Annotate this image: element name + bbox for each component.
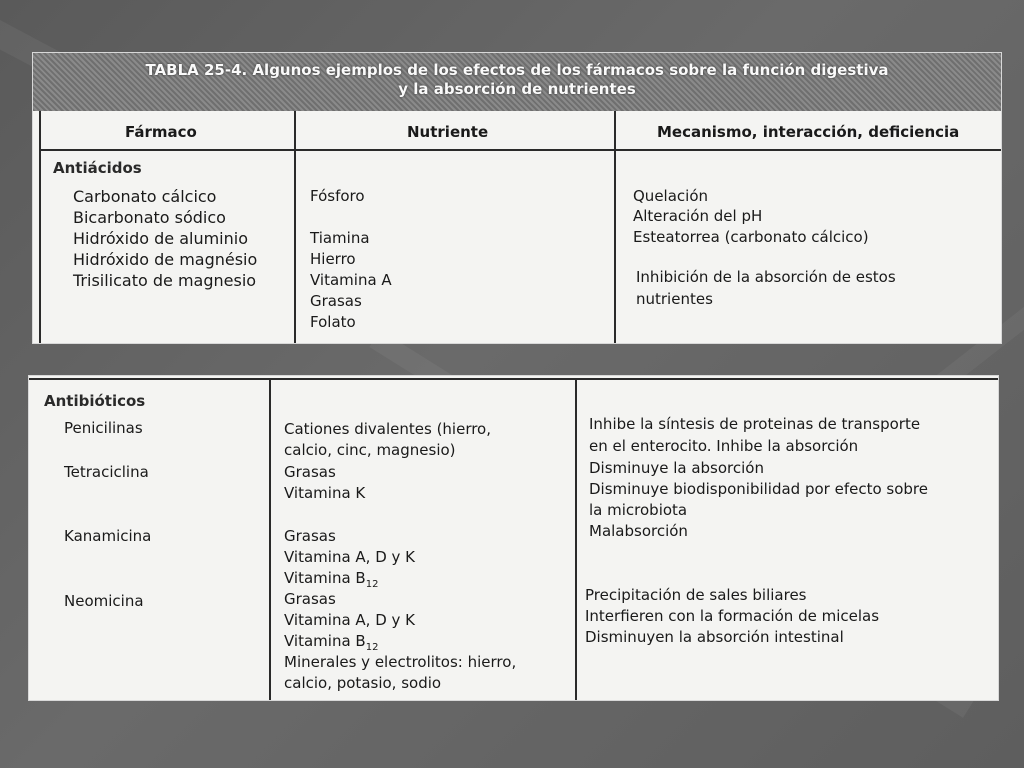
b12-subscript: 12 — [365, 642, 379, 653]
mechanism: Interfieren con la formación de micelas — [585, 607, 880, 625]
drug-name: Kanamicina — [64, 527, 152, 545]
nutrient: Vitamina A — [310, 271, 392, 289]
b12-subscript: 12 — [365, 579, 379, 590]
drug-name: Trisilicato de magnesio — [73, 271, 257, 290]
nutrient: Grasas — [284, 590, 336, 608]
drug-name: Neomicina — [64, 592, 144, 610]
drug-name: Hidróxido de aluminio — [73, 229, 248, 248]
mechanism: la microbiota — [589, 501, 688, 519]
column-header-nutrient: Nutriente — [407, 123, 489, 141]
nutrient: Grasas — [284, 527, 336, 545]
nutrient: Vitamina K — [284, 484, 366, 502]
table-column-divider — [614, 111, 616, 343]
nutrient: Cationes divalentes (hierro, — [284, 420, 492, 438]
section-title-antacids: Antiácidos — [53, 159, 142, 177]
table-title — [33, 61, 1001, 99]
nutrient: Vitamina B — [284, 632, 366, 650]
mechanism: Inhibición de la absorción de estos — [636, 268, 896, 286]
drug-name: Carbonato cálcico — [73, 187, 217, 206]
mechanism: Disminuye biodisponibilidad por efecto sobre — [589, 480, 928, 498]
mechanism: Precipitación de sales biliares — [585, 586, 807, 604]
mechanism: Malabsorción — [589, 522, 688, 540]
table-scan-antibiotics — [28, 375, 999, 701]
mechanism: nutrientes — [636, 290, 713, 308]
column-header-drug: Fármaco — [125, 123, 197, 141]
table-top-border — [29, 378, 998, 380]
nutrient: Vitamina B — [284, 569, 366, 587]
nutrient: calcio, cinc, magnesio) — [284, 441, 456, 459]
mechanism: en el enterocito. Inhibe la absorción — [589, 437, 859, 455]
table-title-line-2: y la absorción de nutrientes — [398, 80, 636, 98]
mechanism: Inhibe la síntesis de proteinas de transporte — [589, 415, 921, 433]
nutrient: Folato — [310, 313, 356, 331]
mechanism: Disminuyen la absorción intestinal — [585, 628, 844, 646]
table-scan-antacids — [32, 52, 1002, 344]
mechanism: Alteración del pH — [633, 207, 763, 225]
nutrient: calcio, potasio, sodio — [284, 674, 442, 692]
table-column-divider — [269, 378, 271, 700]
nutrient: Fósforo — [310, 187, 365, 205]
table-column-divider — [294, 111, 296, 343]
drug-name: Penicilinas — [64, 419, 143, 437]
table-border-left — [39, 111, 41, 343]
nutrient: Vitamina A, D y K — [284, 548, 416, 566]
mechanism: Esteatorrea (carbonato cálcico) — [633, 228, 869, 246]
nutrient: Tiamina — [310, 229, 370, 247]
table-header-divider — [39, 149, 1001, 151]
nutrient: Vitamina A, D y K — [284, 611, 416, 629]
table-title-line-1: TABLA 25-4. Algunos ejemplos de los efectos de los fármacos sobre la función digestiva — [145, 61, 889, 79]
column-header-mechanism: Mecanismo, interacción, deficiencia — [657, 123, 960, 141]
mechanism: Disminuye la absorción — [589, 459, 764, 477]
drug-name: Tetraciclina — [64, 463, 149, 481]
nutrient: Grasas — [310, 292, 362, 310]
drug-name: Bicarbonato sódico — [73, 208, 226, 227]
mechanism: Quelación — [633, 187, 708, 205]
table-column-divider — [575, 378, 577, 700]
nutrient: Minerales y electrolitos: hierro, — [284, 653, 517, 671]
section-title-antibiotics: Antibióticos — [44, 392, 146, 410]
nutrient: Hierro — [310, 250, 356, 268]
drug-name: Hidróxido de magnésio — [73, 250, 258, 269]
nutrient: Grasas — [284, 463, 336, 481]
